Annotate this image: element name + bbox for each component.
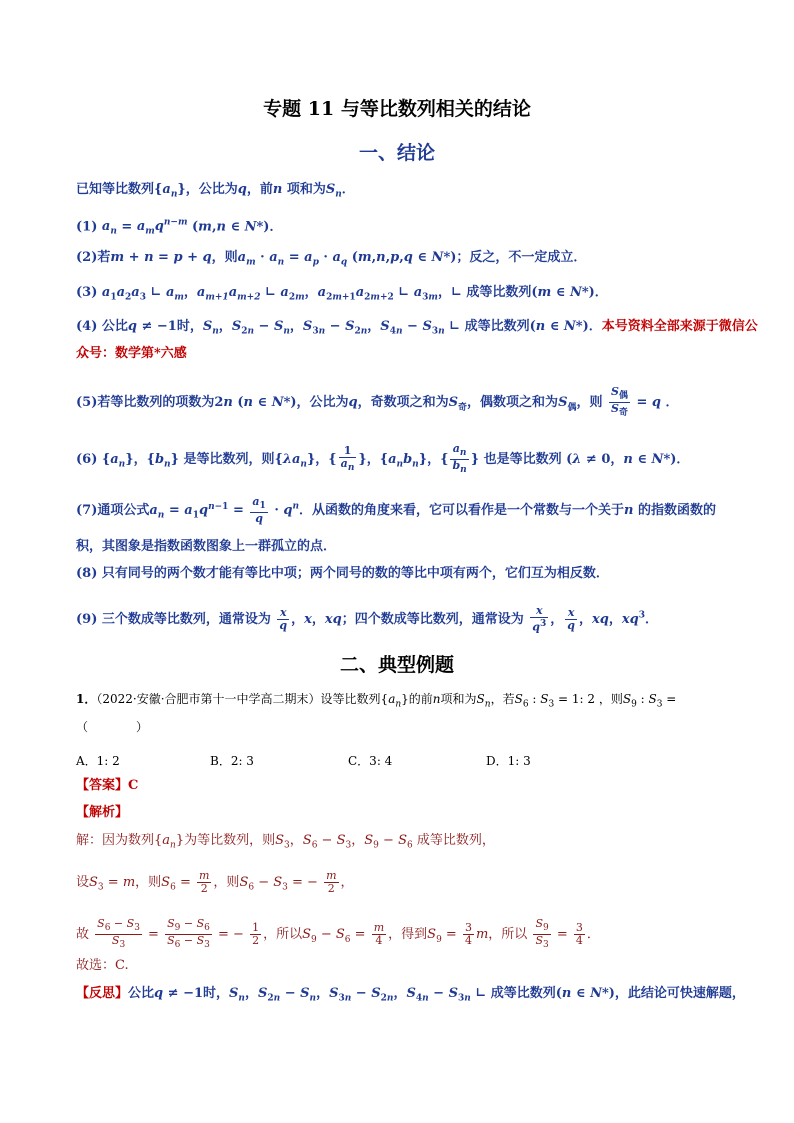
option-d[interactable]: D．1: 3 [486, 754, 531, 768]
conclusion-7: (7)通项公式$a_n = a_1q^{n-1}$ = $\frac{a_1}{q}$ · $q^n$．从函数的角度来看，它可以看作是一个常数与一个关于n 的指数函数的 [76, 495, 717, 526]
fraction: $\frac{3}{4}$ [575, 921, 583, 948]
solution-conclusion: 故选：C. [76, 958, 129, 973]
answer-value: C [128, 778, 139, 793]
conclusion-8: (8) 只有同号的两个数才能有等比中项；两个同号的数的等比中项有两个，它们互为相反数． [76, 566, 609, 581]
answer-line [76, 777, 728, 795]
conclusion-2: (2)若m + n = p + q，则$a_m \cdot a_n = a_p \cdot a_q$ (m,n,p,q ∈ N*)；反之，不一定成立． [76, 250, 587, 268]
fraction: $\frac{S_9 - S_6}{S_6 - S_3}$ [167, 917, 210, 951]
conclusion-3: (3) $a_1a_2a_3$ ∟ $a_m$，$a_{m+1}a_{m+2}$ ∟ $a_{2m}$，$a_{2m+1}a_{2m+2}$ ∟ $a_{3m}$，∟ 成等比数列(m ∈ N*)． [76, 285, 608, 303]
conclusion-1: (1) $a_n = a_mq^{n-m}$ (m,n ∈ N*)． [76, 218, 283, 237]
conclusion-7-cont: 积，其图象是指数函数图象上一群孤立的点． [76, 539, 337, 554]
analysis-label: 【解析】 [76, 805, 129, 820]
reflection-line: 【反思】公比q ≠ −1时，$S_n$，$S_{2n} - S_n$，$S_{3n} - S_{2n}$，$S_{4n} - S_{3n}$ ∟ 成等比数列(n ∈ N*)，此结论可快速解题， [76, 986, 745, 1004]
fraction: $\frac{3}{4}$ [464, 921, 472, 948]
solution-line-1: 解：因为数列$\{a_n\}$为等比数列，则$S_3$，$S_6 - S_3$，$S_9 - S_6$ 成等比数列， [76, 833, 495, 851]
answer-label: 【答案】 [76, 778, 129, 793]
page-title: 专题 11 与等比数列相关的结论 [263, 98, 531, 120]
conclusion-6: (6) $\{a_n\}$，$\{b_n\}$ 是等比数列，则$\{\lambda a_n\}$，{ $\frac{1}{a_n}$ }，$\{a_nb_n\}$，{ $\frac{a_n}{b_n}$ } 也是等比数列 (λ ≠ 0，n ∈ N*)． [76, 442, 690, 476]
solution-line-2: 设$S_3 = m$，则$S_6$ = $\frac{m}{2}$ ，则$S_6 - S_3$ = − $\frac{m}{2}$ ， [76, 869, 354, 895]
conclusion-9: (9) 三个数成等比数列，通常设为 $\frac{x}{q}$ ，x，xq；四个数成等比数列，通常设为 $\frac{x}{q^3}$ ， $\frac{x}{q}$ ，xq，$xq^3$． [76, 604, 658, 634]
intro-line: 已知等比数列$\{a_n\}$，公比为q，前n 项和为$S_n$． [76, 182, 355, 200]
promo-text: 本号资料全部来源于微信公 [601, 319, 758, 334]
fraction: $\frac{S_偶}{S_奇}$ [611, 385, 628, 419]
fraction: $\frac{x}{q}$ [567, 605, 575, 632]
example-number: 1． [76, 692, 97, 706]
fraction: $\frac{x}{q^3}$ [532, 604, 547, 634]
conclusion-4: (4) 公比q ≠ −1时，$S_n$，$S_{2n} - S_n$，$S_{3n} - S_{2n}$，$S_{4n} - S_{3n}$ ∟ 成等比数列(n ∈ N*)．本号资料全部来源于微信公 [76, 319, 758, 337]
section-heading-examples: 二、典型例题 [339, 654, 454, 676]
intro-text: 已知等比数列 [76, 182, 155, 197]
fraction: $\frac{S_9}{S_3}$ [535, 917, 549, 951]
option-b[interactable]: B．2: 3 [210, 754, 254, 768]
example-stem: 设等比数列 [320, 692, 381, 706]
reflection-label: 【反思】 [76, 986, 129, 1001]
fraction: $\frac{a_n}{b_n}$ [452, 442, 467, 476]
option-a[interactable]: A．1: 2 [76, 754, 120, 768]
fraction: $\frac{1}{a_n}$ [340, 444, 355, 474]
conclusion-5: (5)若等比数列的项数为2n (n ∈ N*)，公比为q，奇数项之和为$S_奇$，偶数项之和为$S_偶$，则 $\frac{S_偶}{S_奇}$ = q ． [76, 385, 679, 419]
fraction: $\frac{1}{2}$ [252, 921, 260, 948]
solution-line-3: 故 $\frac{S_6 - S_3}{S_3}$ = $\frac{S_9 - S_6}{S_6 - S_3}$ = − $\frac{1}{2}$ ，所以$S_9 - S_6$ = $\frac{m}{4}$ ，得到$S_9$ = $\frac{3}{4}$ m，所以 $\frac{S_9}{S_3}$ = $\frac{3}{4}$ ． [76, 917, 600, 951]
fraction: $\frac{m}{2}$ [198, 869, 210, 895]
example-source: （2022·安徽·合肥市第十一中学高二期末） [96, 692, 321, 706]
fraction: $\frac{m}{4}$ [373, 921, 385, 948]
fraction: $\frac{x}{q}$ [279, 605, 288, 632]
answer-blank: （ ） [76, 720, 149, 734]
example-1-stem: 1．（2022·安徽·合肥市第十一中学高二期末）设等比数列$\{a_n\}$的前n项和为$S_n$，若$S_6$ : $S_3 = 1$: 2 ，则$S_9$ : $S_3$ = [76, 692, 677, 710]
fraction: $\frac{m}{2}$ [326, 869, 337, 895]
fraction: $\frac{a_1}{q}$ [252, 495, 266, 526]
option-c[interactable]: C．3: 4 [348, 754, 393, 768]
fraction: $\frac{S_6 - S_3}{S_3}$ [97, 917, 140, 951]
section-heading-conclusions: 一、结论 [358, 142, 435, 164]
promo-line-2: 众号：数学第*六感 [76, 346, 187, 361]
